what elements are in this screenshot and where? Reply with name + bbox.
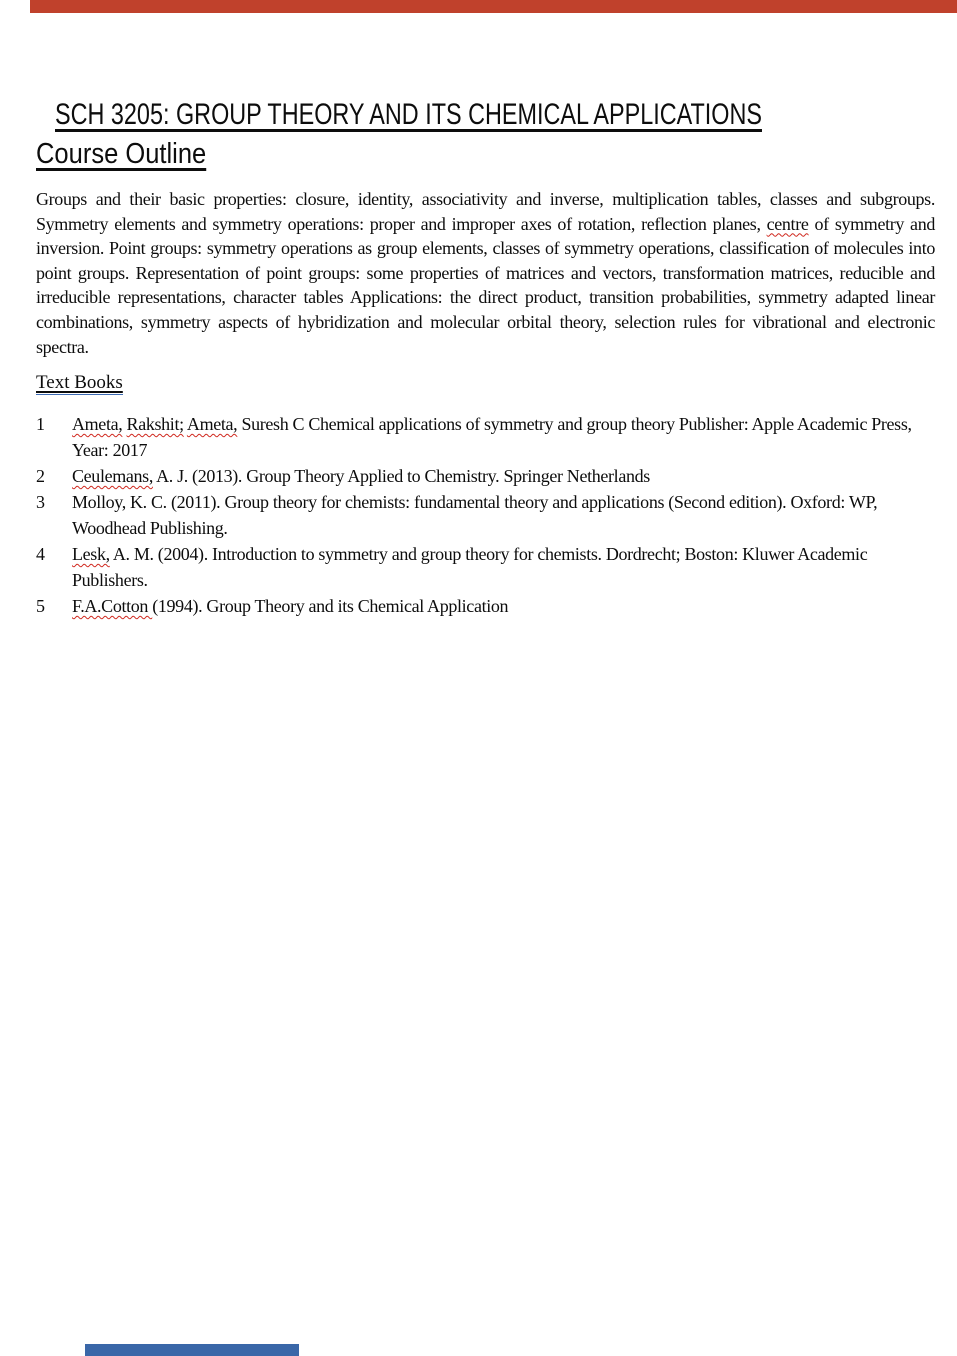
text-run: of symmetry and inversion. Point groups: symmetry operations as group elements, classes of symmetry operations, classification of molecules into point groups. Representation of point groups: some properties of matrices and vectors, transformation matrices, reducible and irreducible representations, character tables Applications: the direct product, transition probabilities, symmetry adapted linear combinations, symmetry aspects of hybridization and molecular orbital theory, selection rules for vibrational and electronic spectra. [36, 213, 935, 357]
misspelled-word: Lesk, [72, 544, 110, 564]
misspelled-word: Ameta, [186, 414, 238, 434]
misspelled-word: centre [766, 213, 809, 234]
misspelled-word: Ceulemans, [72, 466, 153, 486]
book-number: 4 [36, 544, 45, 564]
book-number: 1 [36, 414, 45, 434]
book-number: 3 [36, 492, 45, 512]
course-title [55, 98, 957, 132]
book-number: 2 [36, 466, 45, 486]
book-number: 5 [36, 596, 45, 616]
text-run: A. J. (2013). Group Theory Applied to Chemistry. Springer Netherlands [152, 466, 650, 486]
misspelled-word: Rakshit; [126, 414, 184, 434]
text-run: (1994). Group Theory and its Chemical Application [152, 596, 509, 616]
misspelled-word: F.A.Cotton [72, 596, 153, 616]
top-accent-bar [30, 0, 957, 13]
book-item [36, 411, 935, 463]
book-item [36, 489, 935, 541]
book-reference [72, 411, 935, 463]
course-outline-heading-text: Course Outline [36, 138, 207, 170]
text-run: Molloy, K. C. (2011). Group theory for chemists: fundamental theory and applications (Second edition). Oxford: WP, Woodhead Publishing. [72, 492, 878, 538]
book-reference [72, 541, 935, 593]
book-reference [72, 593, 935, 619]
text-run: Suresh C Chemical applications of symmetry and group theory Publisher: Apple Academic Press, Year: 2017 [72, 414, 912, 460]
misspelled-word: Ameta, [72, 414, 123, 434]
bottom-accent-bar [85, 1344, 299, 1356]
textbooks-heading-text: Text Books [36, 372, 123, 393]
book-reference [72, 463, 935, 489]
book-item [36, 541, 935, 593]
text-run: Groups and their basic properties: closure, identity, associativity and inverse, multiplication tables, classes and subgroups. Symmetry elements and symmetry operations: proper and improper axes of rotation, reflection planes, [36, 189, 935, 234]
textbooks-heading [36, 372, 123, 394]
course-outline-heading [36, 138, 229, 171]
course-description [36, 187, 935, 359]
book-item [36, 463, 935, 489]
textbooks-list [36, 411, 935, 619]
course-title-text: SCH 3205: GROUP THEORY AND ITS CHEMICAL APPLICATIONS [55, 98, 762, 131]
book-reference [72, 489, 935, 541]
book-item [36, 593, 935, 619]
text-run: A. M. (2004). Introduction to symmetry and group theory for chemists. Dordrecht; Boston: Kluwer Academic Publishers. [72, 544, 868, 590]
